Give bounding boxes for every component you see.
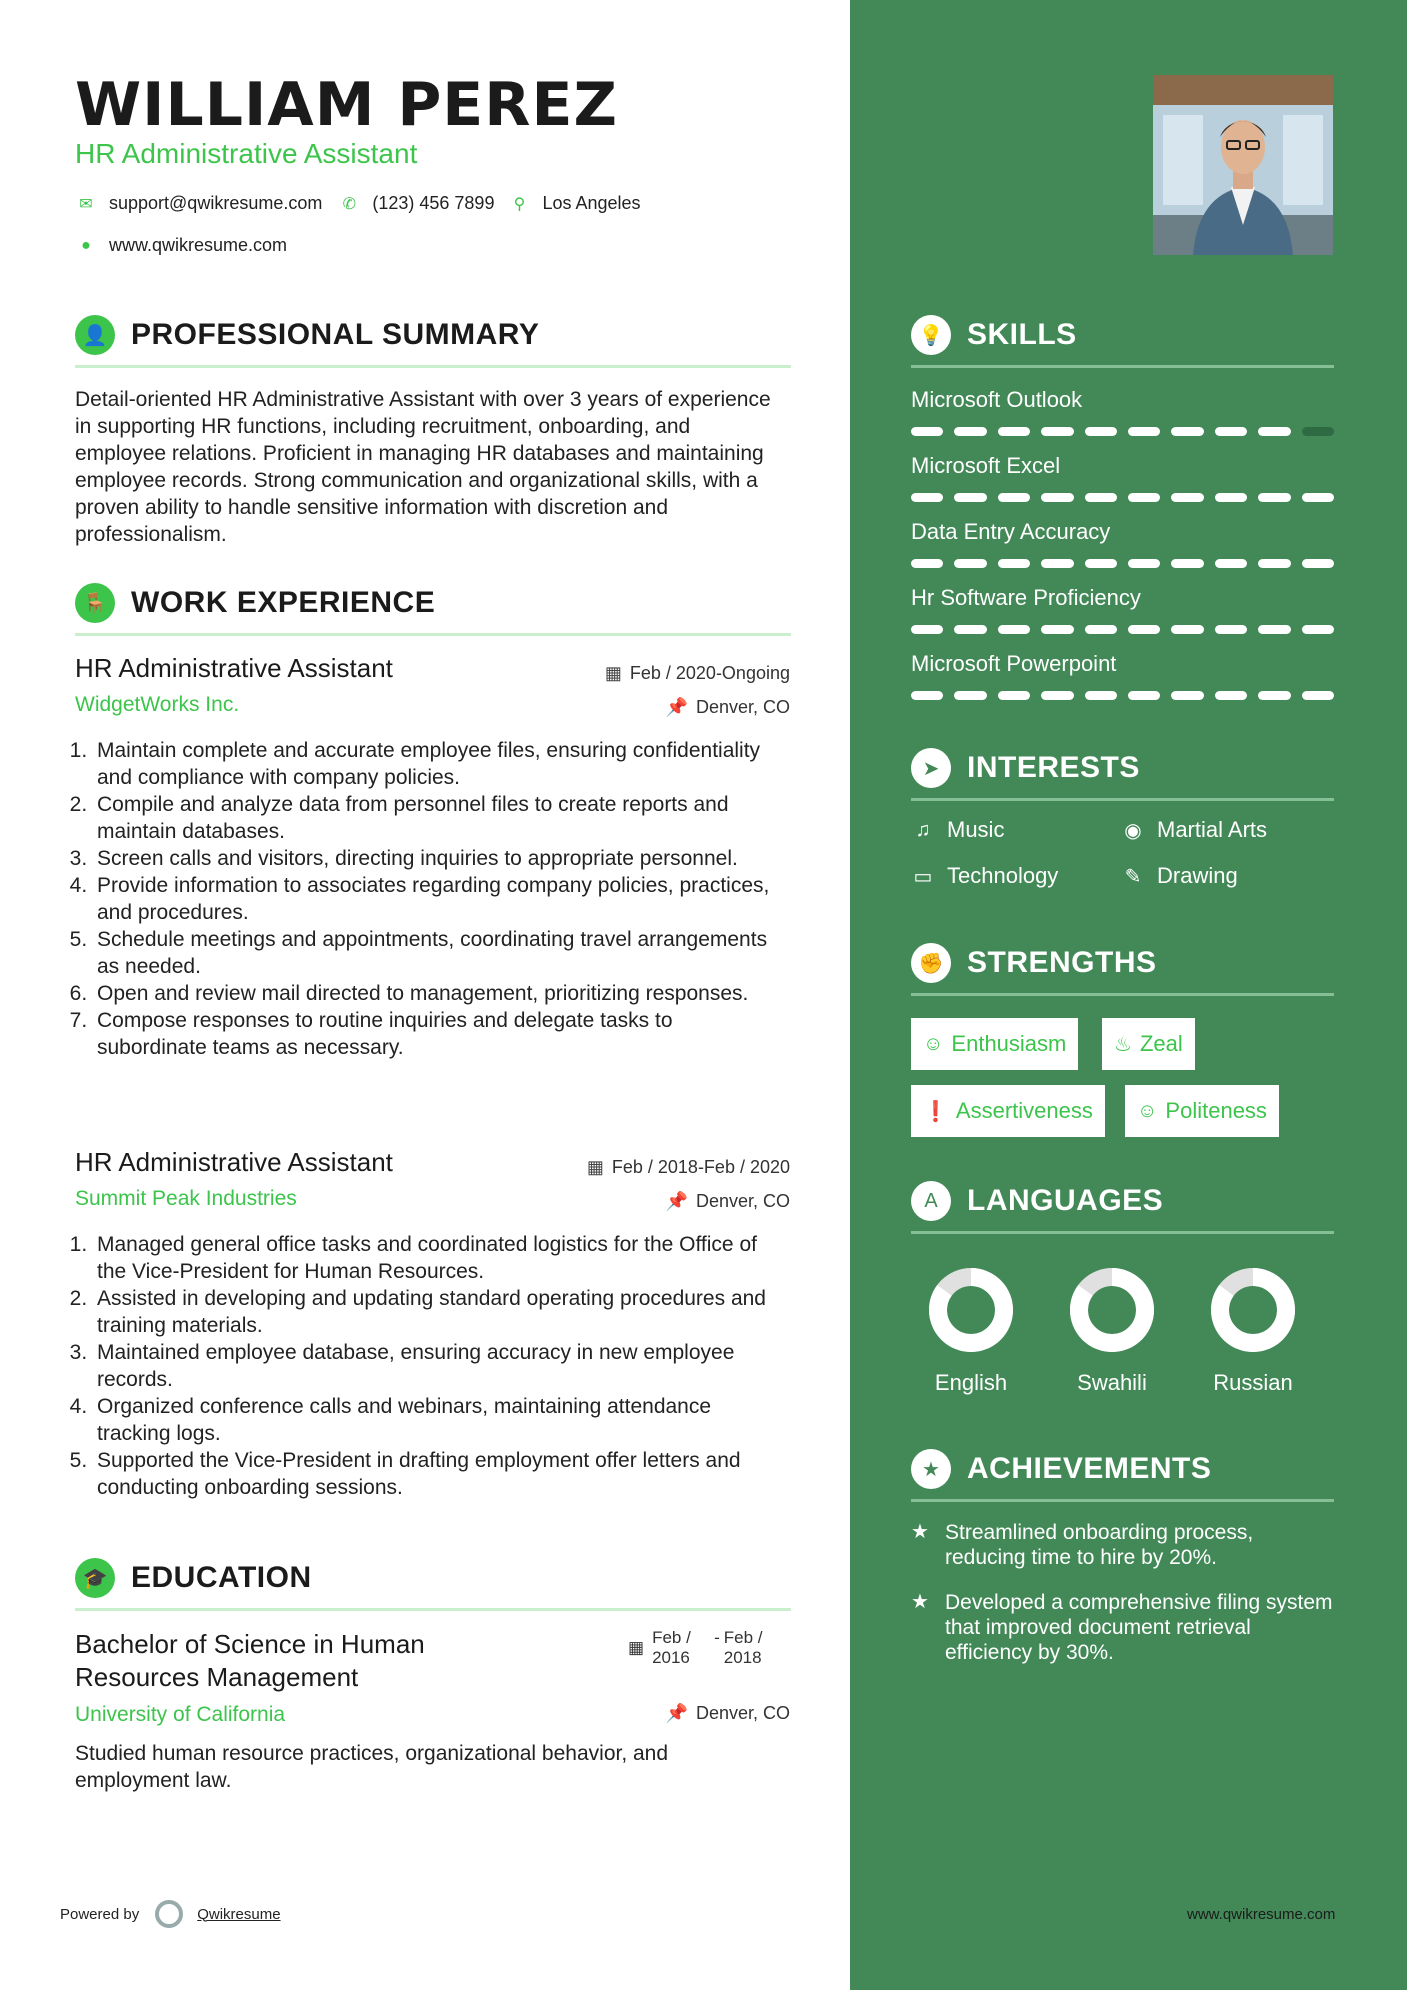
experience-title: WORK EXPERIENCE [131, 586, 436, 619]
smile-icon: ☺ [923, 1032, 944, 1055]
job-1-dates [605, 663, 790, 684]
skill-dash [1171, 493, 1203, 502]
skills-heading [911, 315, 1334, 368]
shooting-star-icon: ★ [911, 1591, 929, 1613]
skill-dash [1085, 427, 1117, 436]
interest-technology [911, 863, 1058, 889]
globe-icon: ◉ [1124, 819, 1142, 842]
calendar-icon: ▦ [586, 1157, 604, 1177]
skill-dash [954, 559, 986, 568]
skill-dash [998, 625, 1030, 634]
skill-meter [911, 427, 1334, 436]
skill-dash [998, 559, 1030, 568]
education-description: Studied human resource practices, organizational behavior, and employment law. [75, 1742, 669, 1792]
skill-meter [911, 493, 1334, 502]
skill-dash [998, 691, 1030, 700]
skill-dash [1171, 427, 1203, 436]
language-donut [926, 1265, 1016, 1355]
skill-dash [1258, 625, 1290, 634]
strength-label: Zeal [1139, 1031, 1183, 1056]
qwikresume-logo-icon [155, 1900, 183, 1928]
skill-dash [1215, 559, 1247, 568]
job-2-duties [75, 1231, 785, 1501]
list-item: 6. Open and review mail directed to management, prioritizing responses. [93, 980, 785, 1007]
skill-dash [998, 493, 1030, 502]
smile-icon: ☺ [1137, 1099, 1158, 1122]
date-separator: - [714, 1628, 720, 1647]
language-name: Swahili [1077, 1370, 1147, 1395]
achievement-text: Streamlined onboarding process, reducing time to hire by 20%. [945, 1521, 1254, 1569]
job-2-company: Summit Peak Industries [75, 1187, 297, 1210]
website[interactable]: www.qwikresume.com [109, 235, 288, 255]
skill-dash [1085, 691, 1117, 700]
email[interactable]: support@qwikresume.com [109, 193, 323, 213]
user-icon: 👤 [75, 315, 115, 355]
job-1-location [666, 697, 790, 718]
strength-chip [1102, 1018, 1195, 1070]
skill-dash [1128, 625, 1160, 634]
skill-item [911, 651, 1334, 700]
skill-dash [1128, 691, 1160, 700]
education-heading [75, 1558, 791, 1611]
education-title: EDUCATION [131, 1561, 312, 1594]
language-donut [1067, 1265, 1157, 1355]
flame-icon: ♨ [1114, 1033, 1132, 1056]
calendar-icon: ▦ [604, 663, 622, 683]
skill-name: Data Entry Accuracy [911, 519, 1111, 544]
skill-dash [1128, 427, 1160, 436]
languages-heading [911, 1181, 1334, 1234]
brand-link[interactable]: Qwikresume [197, 1905, 281, 1923]
strength-chip [911, 1018, 1078, 1070]
powered-by-text: Powered by [60, 1905, 140, 1923]
laptop-icon: ▭ [913, 865, 933, 888]
pencil-icon: ✎ [1124, 865, 1142, 888]
skill-name: Microsoft Outlook [911, 387, 1083, 412]
interest-label: Technology [947, 863, 1059, 888]
language-name: English [934, 1370, 1008, 1395]
list-item: 3. Screen calls and visitors, directing inquiries to appropriate personnel. [93, 845, 785, 872]
language-item [1188, 1265, 1318, 1396]
shooting-star-icon: ★ [911, 1521, 929, 1543]
chair-icon: 🪑 [75, 583, 115, 623]
degree-line-2: Resources Management [75, 1662, 359, 1692]
interest-music [911, 817, 1004, 843]
interests-title: INTERESTS [967, 751, 1140, 784]
skill-meter [911, 691, 1334, 700]
skill-dash [1302, 691, 1334, 700]
skill-dash [911, 493, 943, 502]
skill-name: Microsoft Powerpoint [911, 651, 1117, 676]
skill-dash [1302, 559, 1334, 568]
skill-dash [1215, 493, 1247, 502]
skill-dash [1128, 493, 1160, 502]
skill-dash [1041, 493, 1073, 502]
skill-dash [1085, 625, 1117, 634]
list-item: 1. Maintain complete and accurate employee files, ensuring confidentiality and compliance with company policies. [93, 737, 785, 791]
candidate-name: WILLIAM PEREZ [75, 70, 618, 140]
calendar-icon: ▦ [628, 1638, 645, 1657]
skill-dash [1041, 625, 1073, 634]
phone-icon: ✆ [342, 195, 357, 213]
list-item: 2. Compile and analyze data from personnel files to create reports and maintain databases. [93, 791, 785, 845]
skill-dash [1128, 559, 1160, 568]
pin-icon: 📌 [665, 1191, 688, 1211]
interest-martial-arts [1121, 817, 1267, 843]
skill-dash [911, 427, 943, 436]
list-item: 4. Provide information to associates regarding company policies, practices, and procedures. [93, 872, 785, 926]
strengths-title: STRENGTHS [967, 946, 1157, 979]
skill-dash [1171, 625, 1203, 634]
achievements-heading [911, 1449, 1334, 1502]
achievement-item [911, 1520, 1334, 1570]
list-item: 4. Organized conference calls and webinars, maintaining attendance tracking logs. [93, 1393, 785, 1447]
achievement-text: Developed a comprehensive filing system that improved document retrieval efficiency by 30%. [945, 1591, 1333, 1664]
skill-dash [954, 625, 986, 634]
footer-powered [60, 1900, 281, 1928]
skill-name: Hr Software Proficiency [911, 585, 1141, 610]
achievements-title: ACHIEVEMENTS [967, 1452, 1212, 1485]
strength-chip [1125, 1085, 1279, 1137]
skill-dash [1258, 691, 1290, 700]
achievement-item [911, 1590, 1334, 1665]
skill-dash [954, 427, 986, 436]
interest-label: Martial Arts [1157, 817, 1268, 842]
paper-plane-icon: ➤ [911, 748, 951, 788]
language-item [906, 1265, 1036, 1396]
list-item: 1. Managed general office tasks and coordinated logistics for the Office of the Vice-President for Human Resources. [93, 1231, 785, 1285]
skill-meter [911, 559, 1334, 568]
exclamation-icon: ❗ [923, 1100, 948, 1123]
pin-icon: 📌 [665, 697, 688, 717]
phone[interactable]: (123) 456 7899 [372, 193, 495, 213]
pin-icon: 📌 [665, 1703, 688, 1723]
job-1-location-text: Denver, CO [695, 697, 790, 717]
language-item [1047, 1265, 1177, 1396]
contact-row [75, 193, 641, 214]
skill-dash [1085, 559, 1117, 568]
skill-dash [1258, 493, 1290, 502]
location: Los Angeles [542, 193, 641, 213]
skill-item [911, 387, 1334, 436]
interest-label: Music [947, 817, 1005, 842]
school-name: University of California [75, 1703, 286, 1726]
interests-heading [911, 748, 1334, 801]
skill-item [911, 585, 1334, 634]
skill-name: Microsoft Excel [911, 453, 1061, 478]
skill-dash [1215, 625, 1247, 634]
skill-dash [954, 493, 986, 502]
skill-dash [1041, 559, 1073, 568]
education-end: Feb / 2018 [723, 1628, 763, 1667]
list-item: 7. Compose responses to routine inquiries and delegate tasks to subordinate teams as necessary. [93, 1007, 785, 1061]
experience-heading [75, 583, 791, 636]
skill-dash [1258, 559, 1290, 568]
summary-text: Detail-oriented HR Administrative Assistant with over 3 years of experience in supporting HR functions, including recruitment, onboarding, and employee relations. Proficient in managing HR databases and maintaining employee records. Strong communication and organizational skills, with a proven ability to handle sensitive information with discretion and professionalism. [75, 388, 771, 546]
skill-dash [1302, 427, 1334, 436]
website-row [75, 235, 287, 256]
skill-dash [1302, 493, 1334, 502]
skill-dash [1085, 493, 1117, 502]
strength-chip [911, 1085, 1105, 1137]
summary-heading [75, 315, 791, 368]
degree-line-1: Bachelor of Science in Human [75, 1629, 425, 1659]
job-1-company: WidgetWorks Inc. [75, 693, 240, 716]
lightbulb-icon: 💡 [911, 315, 951, 355]
profile-photo [1153, 75, 1333, 255]
strength-label: Enthusiasm [951, 1031, 1067, 1056]
music-icon: ♫ [915, 818, 931, 841]
job-1-dates-text: Feb / 2020-Ongoing [629, 663, 790, 683]
job-1-duties [75, 737, 785, 1061]
list-item: 5. Supported the Vice-President in drafting employment offer letters and conducting onboarding sessions. [93, 1447, 785, 1501]
list-item: 3. Maintained employee database, ensuring accuracy in new employee records. [93, 1339, 785, 1393]
skill-item [911, 453, 1334, 502]
strength-label: Assertiveness [955, 1098, 1093, 1123]
translate-icon: A [911, 1181, 951, 1221]
list-item: 5. Schedule meetings and appointments, coordinating travel arrangements as needed. [93, 926, 785, 980]
interest-label: Drawing [1157, 863, 1238, 888]
skill-dash [1041, 427, 1073, 436]
education-location [666, 1703, 790, 1724]
footer-url[interactable]: www.qwikresume.com [1187, 1906, 1336, 1923]
summary-title: PROFESSIONAL SUMMARY [131, 318, 540, 351]
job-2-dates-text: Feb / 2018-Feb / 2020 [611, 1157, 790, 1177]
job-2-title: HR Administrative Assistant [75, 1147, 393, 1177]
globe-icon: ● [81, 236, 91, 254]
skill-dash [954, 691, 986, 700]
map-pin-icon: ⚲ [513, 195, 526, 213]
skill-dash [911, 625, 943, 634]
job-2-location [666, 1191, 790, 1212]
skill-dash [1171, 691, 1203, 700]
skill-dash [1302, 625, 1334, 634]
skill-dash [1258, 427, 1290, 436]
strengths-heading [911, 943, 1334, 996]
education-start: Feb / 2016 [652, 1628, 691, 1667]
education-dates [628, 1628, 782, 1668]
skill-dash [1215, 691, 1247, 700]
skill-dash [1041, 691, 1073, 700]
languages-title: LANGUAGES [967, 1184, 1164, 1217]
fist-icon: ✊ [911, 943, 951, 983]
job-1-title: HR Administrative Assistant [75, 653, 393, 683]
skill-meter [911, 625, 1334, 634]
interest-drawing [1121, 863, 1238, 889]
star-icon: ★ [911, 1449, 951, 1489]
degree-title [75, 1628, 425, 1694]
skill-dash [1171, 559, 1203, 568]
skill-dash [1215, 427, 1247, 436]
skill-dash [998, 427, 1030, 436]
skill-dash [911, 691, 943, 700]
job-2-dates [587, 1157, 790, 1178]
graduation-icon: 🎓 [75, 1558, 115, 1598]
skill-item [911, 519, 1334, 568]
candidate-title: HR Administrative Assistant [75, 138, 418, 169]
skills-title: SKILLS [967, 318, 1077, 351]
language-name: Russian [1213, 1370, 1293, 1395]
language-donut [1208, 1265, 1298, 1355]
envelope-icon: ✉ [79, 195, 93, 213]
skill-dash [911, 559, 943, 568]
list-item: 2. Assisted in developing and updating standard operating procedures and training materials. [93, 1285, 785, 1339]
job-2-location-text: Denver, CO [695, 1191, 790, 1211]
education-location-text: Denver, CO [695, 1703, 790, 1723]
strength-label: Politeness [1165, 1098, 1267, 1123]
